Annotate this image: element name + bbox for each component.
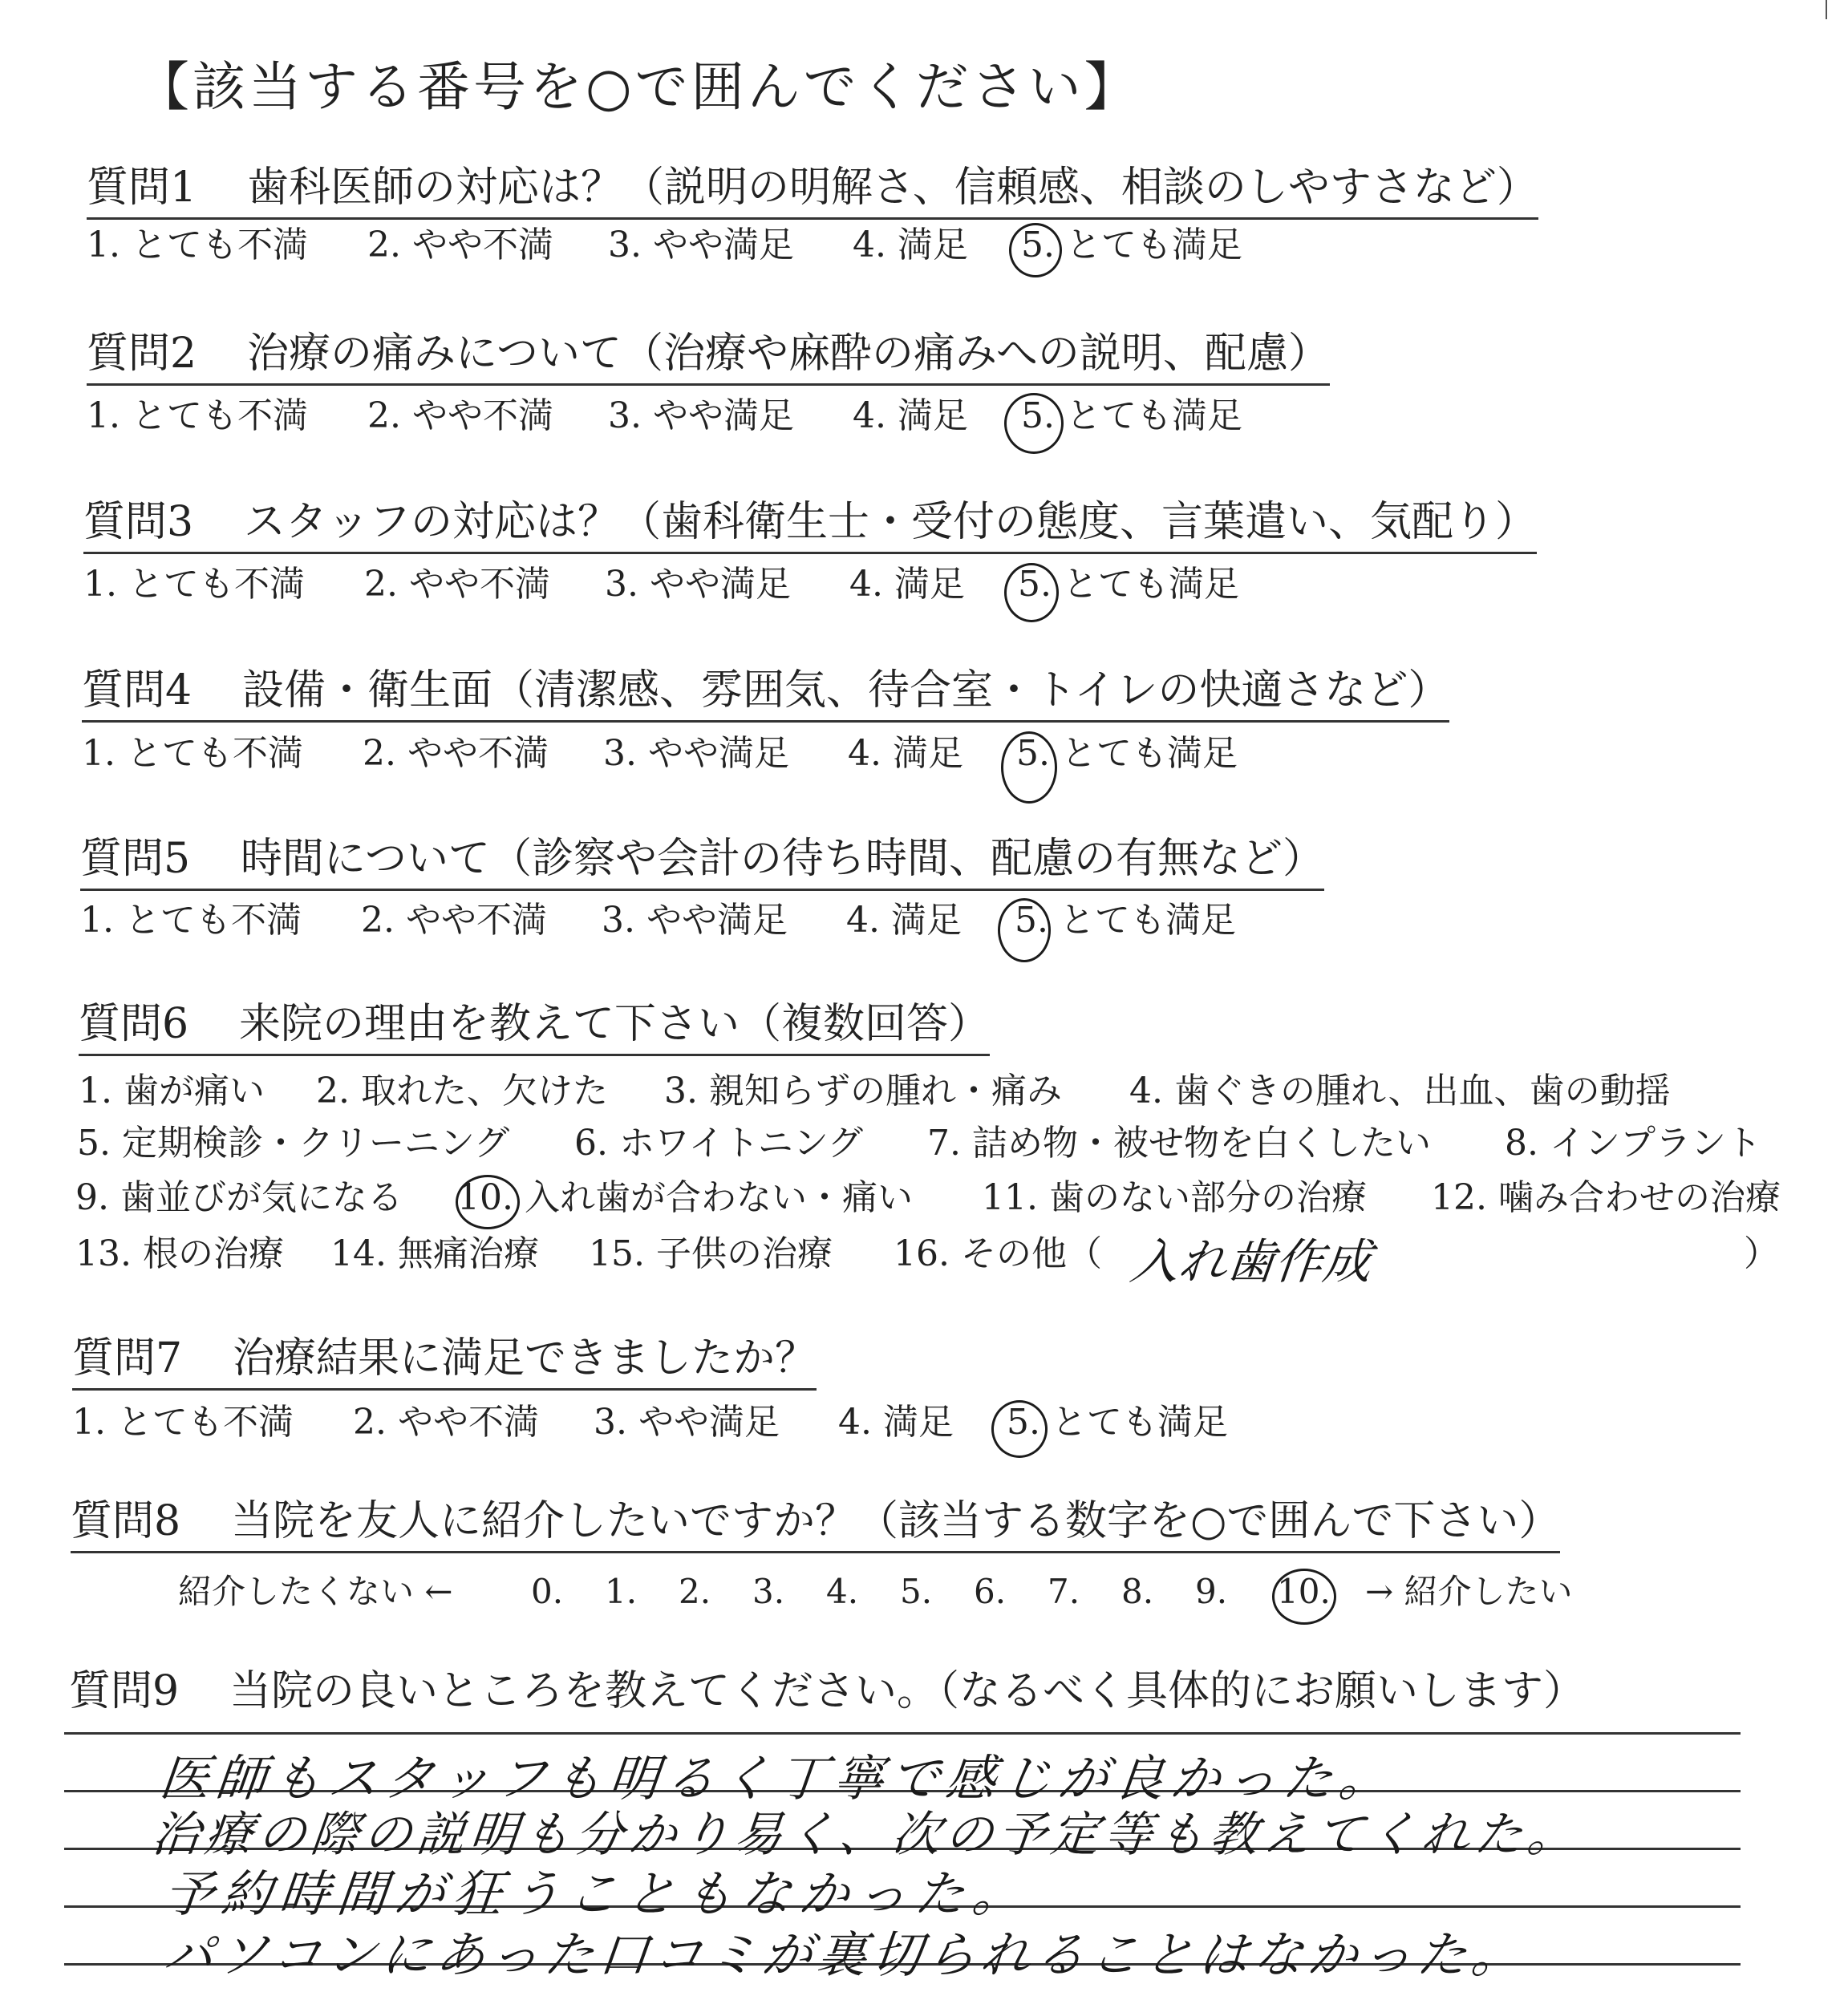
option-2[interactable]: 2. やや不満: [367, 395, 553, 436]
question-9-heading: [69, 1668, 1585, 1721]
option-1[interactable]: 1. とても不満: [87, 225, 308, 265]
option-3[interactable]: 3. やや満足: [602, 900, 788, 941]
option-2[interactable]: 2. やや不満: [353, 1402, 539, 1443]
question-8-text: 当院を友人に紹介したいですか？（該当する数字を○で囲んで下さい）: [231, 1497, 1561, 1545]
scale-3[interactable]: 3.: [752, 1572, 785, 1611]
reason-option-3[interactable]: 3. 親知らずの腫れ・痛み: [664, 1071, 1062, 1111]
option-1[interactable]: 1. とても不満: [82, 733, 303, 774]
answer-circle-q1: [1009, 223, 1062, 277]
option-5[interactable]: 5. とても満足: [1007, 1402, 1228, 1443]
option-4[interactable]: 4. 満足: [853, 395, 968, 436]
answer-circle-q6: [456, 1175, 520, 1229]
question-4-number: 質問4: [82, 666, 192, 715]
scale-7[interactable]: 7.: [1048, 1572, 1080, 1611]
question-7-text: 治療結果に満足できましたか？: [233, 1334, 817, 1383]
scale-4[interactable]: 4.: [826, 1572, 859, 1611]
question-5-heading: [80, 836, 1324, 891]
question-9-number: 質問9: [69, 1667, 180, 1715]
option-2[interactable]: 2. やや不満: [364, 564, 550, 605]
option-4[interactable]: 4. 満足: [848, 733, 963, 774]
option-4[interactable]: 4. 満足: [838, 1402, 954, 1443]
option-1[interactable]: 1. とても不満: [72, 1402, 294, 1443]
option-5[interactable]: 5. とても満足: [1018, 564, 1239, 605]
question-6-heading: [79, 1001, 990, 1056]
question-5-number: 質問5: [80, 835, 191, 883]
answer-rule-1: [64, 1732, 1741, 1735]
other-reason-handwritten: 入れ歯作成: [1127, 1234, 1375, 1290]
reason-option-7[interactable]: 7. 詰め物・被せ物を白くしたい: [927, 1123, 1431, 1164]
question-8-heading: [71, 1498, 1560, 1553]
reason-option-1[interactable]: 1. 歯が痛い: [79, 1071, 265, 1111]
option-5[interactable]: 5. とても満足: [1021, 395, 1242, 436]
option-5[interactable]: 5. とても満足: [1016, 733, 1238, 774]
question-1-number: 質問1: [87, 164, 197, 212]
reason-option-2[interactable]: 2. 取れた、欠けた: [316, 1071, 608, 1111]
question-7-heading: [72, 1335, 817, 1391]
reason-option-11[interactable]: 11. 歯のない部分の治療: [982, 1177, 1367, 1218]
comment-line-4: パソコンにあった口コミが裏切られることはなかった。: [160, 1925, 1530, 1984]
option-3[interactable]: 3. やや満足: [605, 564, 791, 605]
question-4-heading: [82, 667, 1449, 723]
other-close-paren: ）: [1744, 1233, 1779, 1274]
scale-8[interactable]: 8.: [1121, 1572, 1154, 1611]
question-2-text: 治療の痛みについて（治療や麻酔の痛みへの説明、配慮）: [247, 330, 1330, 378]
scan-edge-mark: [1826, 0, 1827, 19]
answer-circle-q5: [998, 898, 1051, 962]
option-2[interactable]: 2. やや不満: [361, 900, 547, 941]
scale-9[interactable]: 9.: [1195, 1572, 1228, 1611]
comment-line-3: 予約時間が狂うこともなかった。: [160, 1864, 1034, 1923]
reason-option-14[interactable]: 14. 無痛治療: [330, 1233, 539, 1274]
question-2-number: 質問2: [87, 330, 197, 378]
scale-left-label: 紹介したくない ←: [178, 1572, 453, 1611]
option-2[interactable]: 2. やや不満: [363, 733, 549, 774]
option-5[interactable]: 5. とても満足: [1015, 900, 1236, 941]
reason-option-5[interactable]: 5. 定期検診・クリーニング: [77, 1123, 510, 1164]
question-4-text: 設備・衛生面（清潔感、雰囲気、待合室・トイレの快適さなど）: [242, 666, 1450, 715]
form-title: 【該当する番号を○で囲んでください】: [136, 56, 1141, 118]
scale-10[interactable]: 10.: [1277, 1572, 1331, 1611]
scale-6[interactable]: 6.: [974, 1572, 1007, 1611]
option-2[interactable]: 2. やや不満: [367, 225, 553, 265]
reason-option-12[interactable]: 12. 噛み合わせの治療: [1431, 1177, 1781, 1218]
option-1[interactable]: 1. とても不満: [83, 564, 305, 605]
question-8-number: 質問8: [71, 1497, 181, 1545]
option-1[interactable]: 1. とても不満: [87, 395, 308, 436]
question-2-heading: [87, 330, 1330, 386]
question-5-text: 時間について（診察や会計の待ち時間、配慮の有無など）: [241, 835, 1324, 883]
answer-circle-q7: [991, 1400, 1048, 1458]
scale-0[interactable]: 0.: [531, 1572, 564, 1611]
reason-option-13[interactable]: 13. 根の治療: [75, 1233, 284, 1274]
question-6-number: 質問6: [79, 1000, 189, 1048]
option-5[interactable]: 5. とても満足: [1021, 225, 1242, 265]
comment-line-1: 医師もスタッフも明るく丁寧で感じが良かった。: [156, 1749, 1399, 1808]
scale-5[interactable]: 5.: [900, 1572, 933, 1611]
option-4[interactable]: 4. 満足: [849, 564, 965, 605]
option-3[interactable]: 3. やや満足: [608, 225, 794, 265]
reason-option-16[interactable]: 16. その他（: [894, 1233, 1102, 1274]
option-4[interactable]: 4. 満足: [846, 900, 962, 941]
reason-option-9[interactable]: 9. 歯並びが気になる: [75, 1177, 403, 1218]
question-7-number: 質問7: [72, 1334, 183, 1383]
option-1[interactable]: 1. とても不満: [80, 900, 302, 941]
reason-option-15[interactable]: 15. 子供の治療: [589, 1233, 833, 1274]
option-3[interactable]: 3. やや満足: [608, 395, 794, 436]
question-9-text: 当院の良いところを教えてください。（なるべく具体的にお願いします）: [229, 1667, 1586, 1715]
option-3[interactable]: 3. やや満足: [603, 733, 789, 774]
answer-circle-q8: [1272, 1569, 1336, 1625]
option-3[interactable]: 3. やや満足: [594, 1402, 780, 1443]
option-4[interactable]: 4. 満足: [853, 225, 968, 265]
answer-circle-q3: [1004, 563, 1059, 622]
comment-line-2: 治療の際の説明も分かり易く、次の予定等も教えてくれた。: [148, 1807, 1583, 1863]
scale-1[interactable]: 1.: [605, 1572, 638, 1611]
question-3-heading: [83, 499, 1537, 554]
question-1-heading: [87, 164, 1538, 220]
question-3-text: スタッフの対応は？（歯科衛生士・受付の態度、言葉遣い、気配り）: [244, 498, 1538, 546]
reason-option-6[interactable]: 6. ホワイトニング: [574, 1123, 864, 1164]
answer-circle-q2: [1004, 393, 1064, 454]
reason-option-4[interactable]: 4. 歯ぐきの腫れ、出血、歯の動揺: [1129, 1071, 1671, 1111]
question-1-text: 歯科医師の対応は？（説明の明解さ、信頼感、相談のしやすさなど）: [247, 164, 1538, 212]
answer-circle-q4: [1001, 731, 1057, 804]
question-6-text: 来院の理由を教えて下さい（複数回答）: [239, 1000, 991, 1048]
scale-2[interactable]: 2.: [679, 1572, 711, 1611]
reason-option-8[interactable]: 8. インプラント: [1505, 1123, 1761, 1164]
reason-option-10[interactable]: 10. 入れ歯が合わない・痛い: [457, 1177, 913, 1218]
question-3-number: 質問3: [83, 498, 194, 546]
scale-right-label: → 紹介したい: [1365, 1572, 1573, 1611]
